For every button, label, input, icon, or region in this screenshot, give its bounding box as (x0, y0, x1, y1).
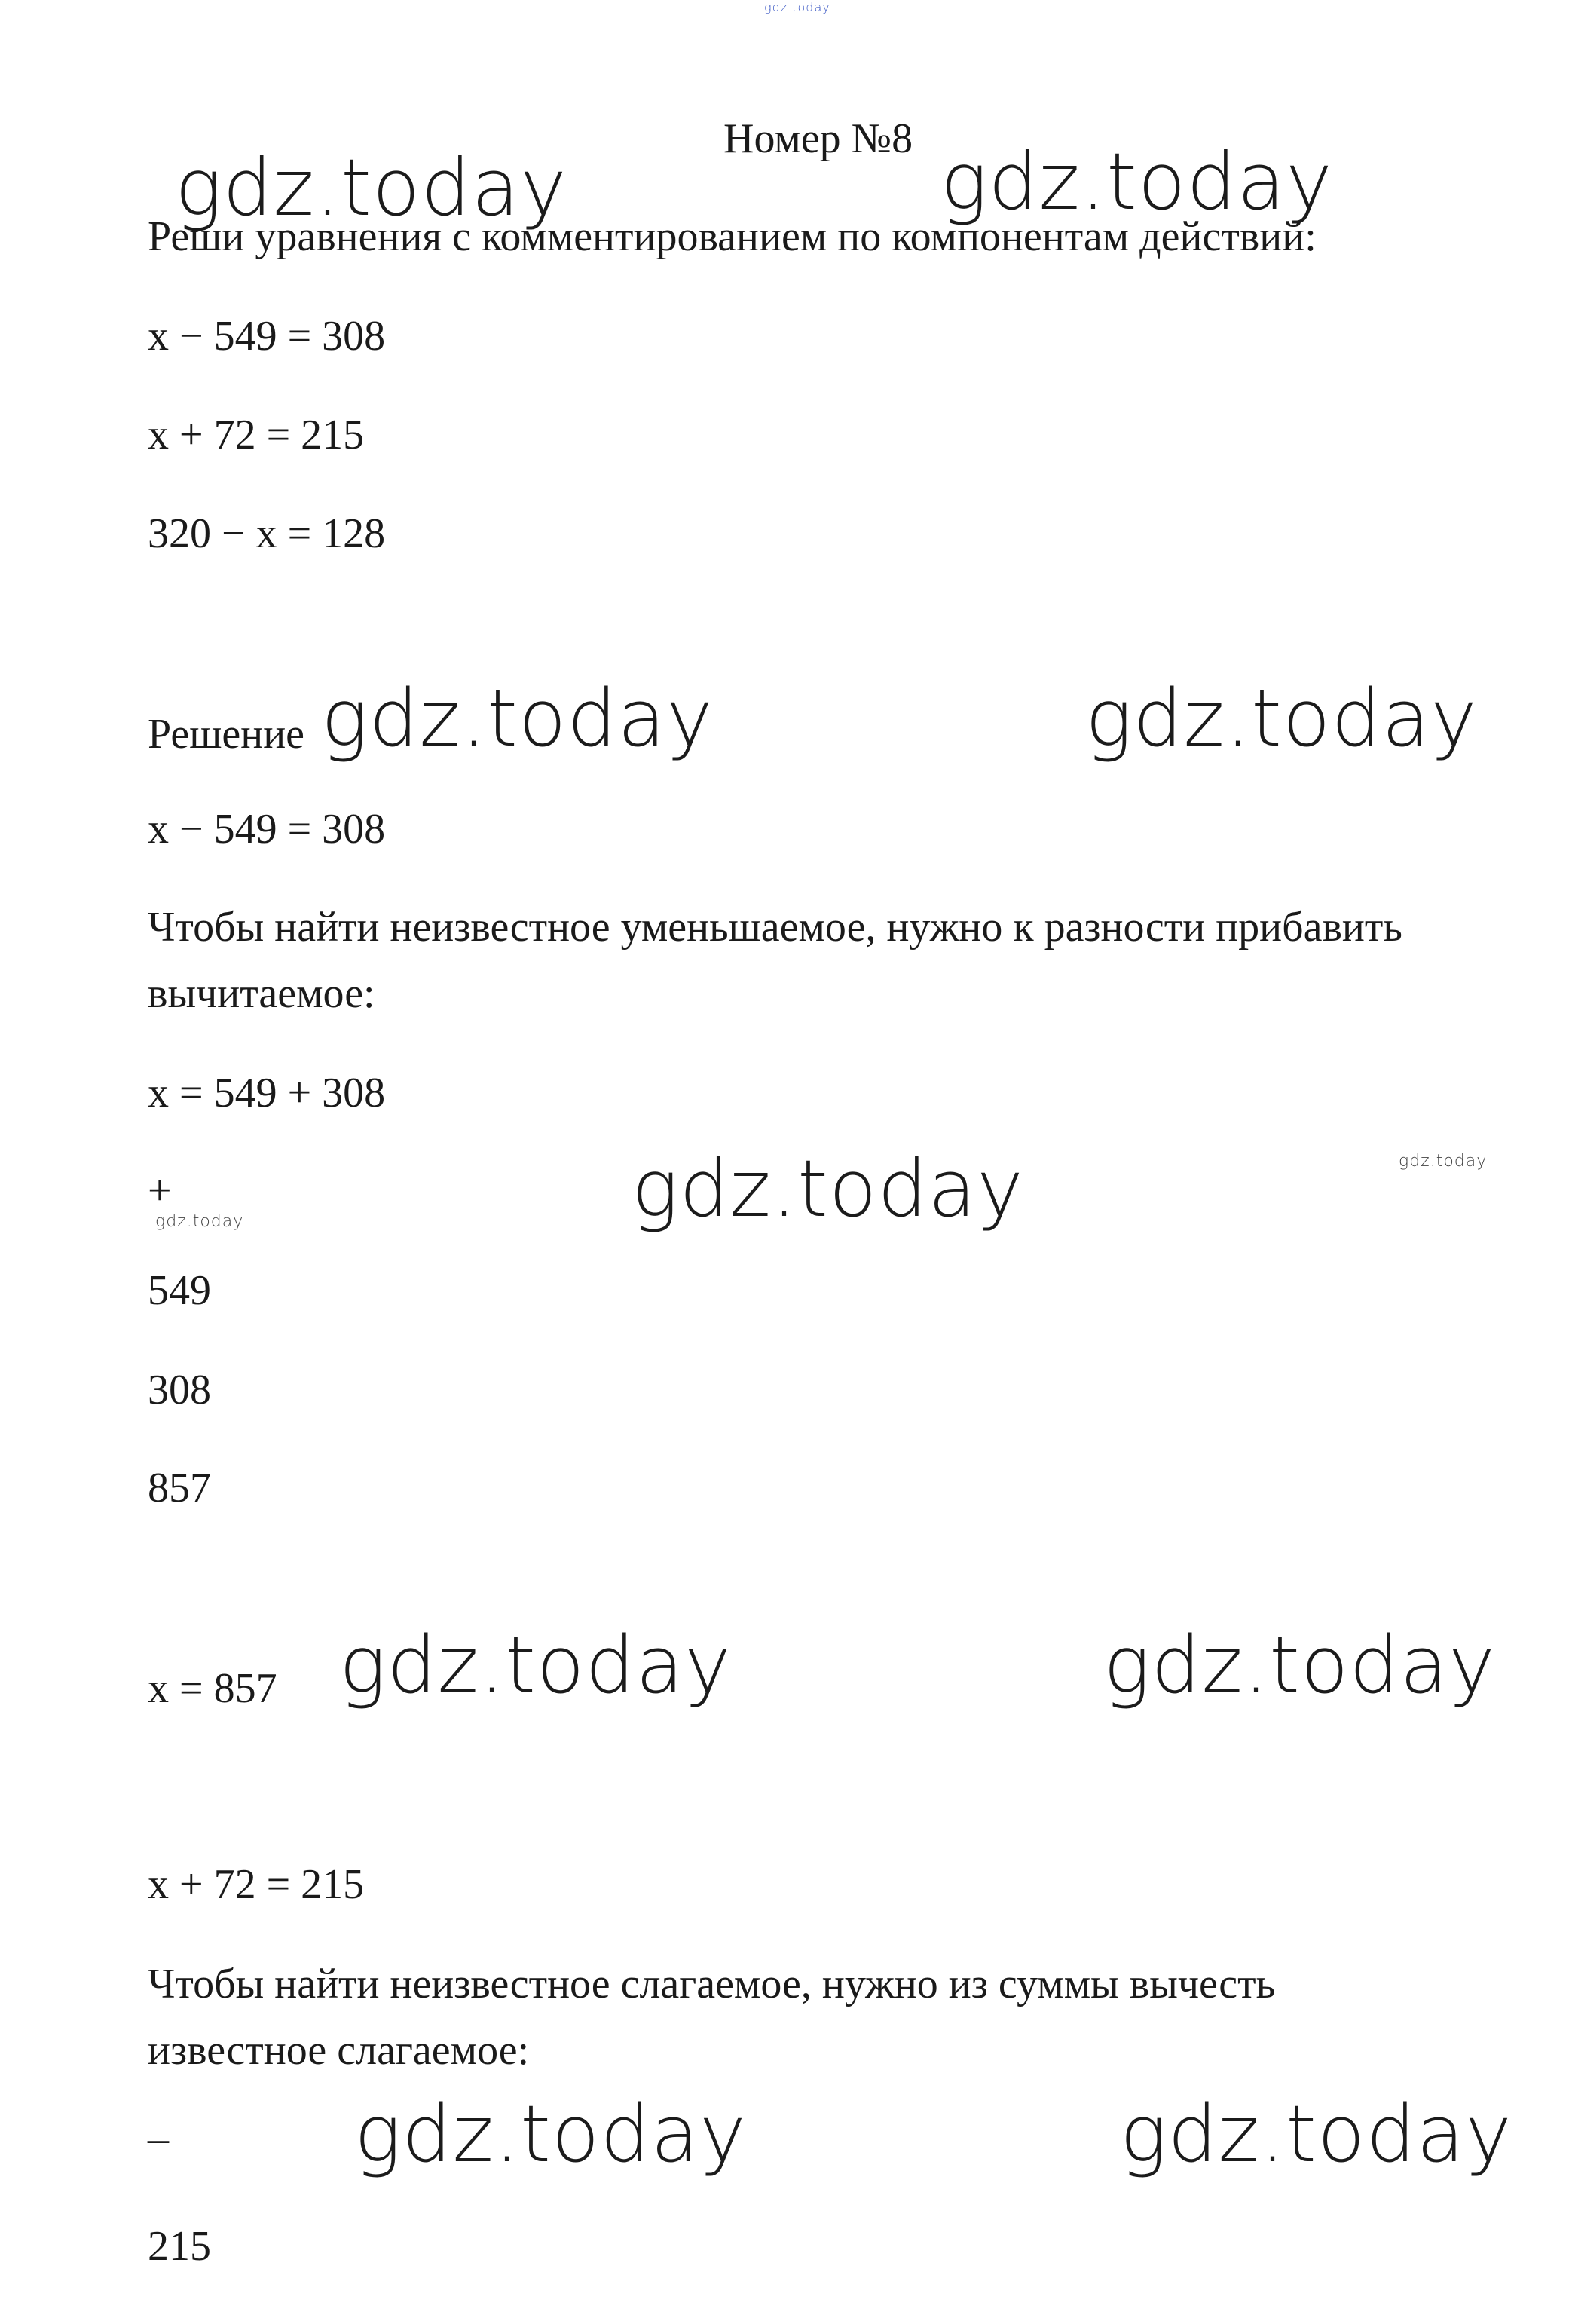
watermark: gdz.today (940, 136, 1333, 228)
rule-1-line-1: Чтобы найти неизвестное уменьшаемое, нужно к разности прибавить (148, 904, 1402, 951)
addend-a: 549 (148, 1267, 211, 1314)
equation-1: x − 549 = 308 (148, 313, 386, 360)
task-statement: Реши уравнения с комментированием по компонентам действий: (148, 213, 1317, 260)
minuend: 215 (148, 2223, 211, 2270)
rule-2-line-2: известное слагаемое: (148, 2027, 530, 2074)
minus-sign: _ (148, 2101, 169, 2148)
step-1: x = 549 + 308 (148, 1070, 386, 1116)
watermark: gdz.today (321, 672, 714, 764)
watermark-small: gdz.today (155, 1212, 244, 1231)
solution-equation-1: x − 549 = 308 (148, 806, 386, 853)
page-title: Номер №8 (723, 115, 913, 162)
watermark: gdz.today (1103, 1619, 1496, 1711)
watermark: gdz.today (632, 1143, 1024, 1235)
solution-label: Решение (148, 711, 305, 758)
plus-sign: + (148, 1168, 172, 1214)
rule-1-line-2: вычитаемое: (148, 970, 375, 1017)
watermark: gdz.today (1120, 2088, 1512, 2180)
rule-2-line-1: Чтобы найти неизвестное слагаемое, нужно из суммы вычесть (148, 1961, 1276, 2007)
equation-2: x + 72 = 215 (148, 412, 365, 458)
watermark-top: gdz.today (764, 0, 830, 14)
equation-3: 320 − x = 128 (148, 510, 386, 557)
watermark: gdz.today (175, 142, 567, 234)
sum: 857 (148, 1465, 211, 1511)
watermark: gdz.today (1085, 672, 1478, 764)
answer-1: x = 857 (148, 1665, 277, 1712)
watermark-small: gdz.today (1399, 1152, 1488, 1171)
solution-equation-2: x + 72 = 215 (148, 1861, 365, 1908)
watermark: gdz.today (339, 1619, 732, 1711)
watermark: gdz.today (354, 2088, 747, 2180)
addend-b: 308 (148, 1367, 211, 1413)
